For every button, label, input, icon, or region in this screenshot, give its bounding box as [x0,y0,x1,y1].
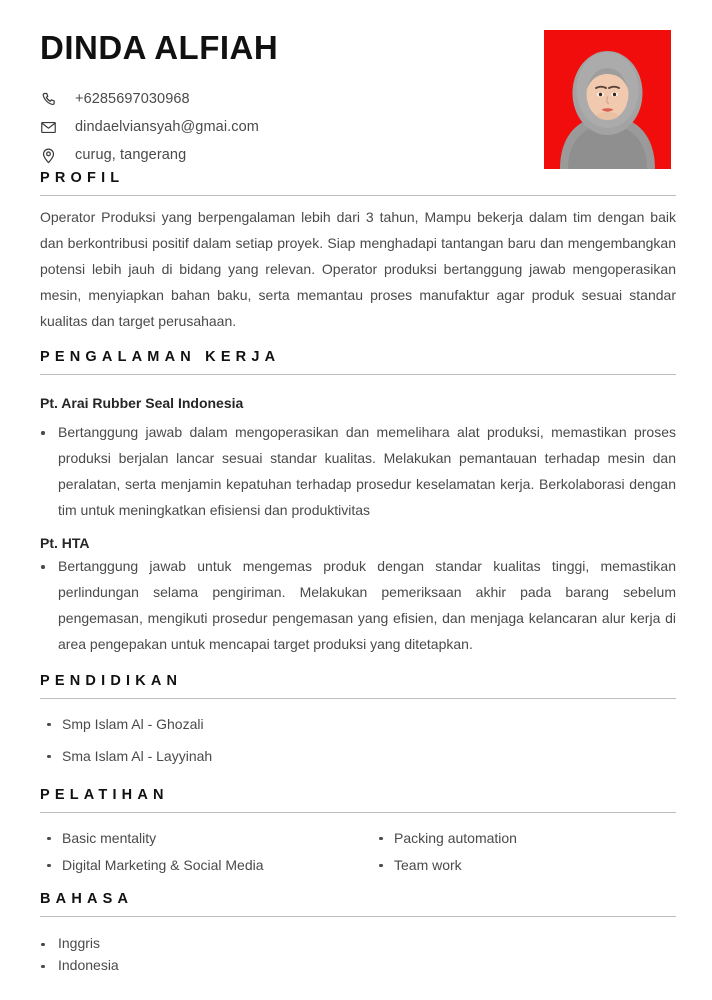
list-item: Basic mentality [46,828,358,849]
phone-icon [40,91,66,108]
resume-header [0,0,712,170]
section-pelatihan [0,787,712,882]
section-profil [0,170,712,334]
location-value: curug, tangerang [75,147,187,164]
section-divider [40,374,676,375]
envelope-icon [40,119,66,136]
location-pin-icon [40,147,66,164]
list-item: Inggris [40,932,676,954]
company-name: Pt. HTA [40,535,90,552]
list-item: Packing automation [378,828,676,849]
profile-photo [544,30,671,169]
section-divider [40,916,676,917]
email-value: dindaelviansyah@gmai.com [75,119,259,136]
list-item: Bertanggung jawab dalam mengoperasikan dan memelihara alat produksi, memastikan proses produksi berjalan lancar sesuai standar kualitas. Melakukan pemantauan terhadap mesin dan peralatan, serta menjamin kepatuhan terhadap prosedur keselamatan kerja. Berkolaborasi dengan tim untuk meningkatkan efisiensi dan produktivitas [40,420,676,524]
list-item: Team work [378,855,676,876]
section-title-pendidikan: PENDIDIKAN [40,672,183,689]
section-bahasa [0,891,712,977]
section-title-pengalaman-kerja: PENGALAMAN KERJA [40,349,281,366]
training-list-left [40,828,358,876]
candidate-name: DINDA ALFIAH [40,29,279,66]
section-title-bahasa: BAHASA [40,890,134,907]
training-list-right [372,828,676,876]
experience-bullet-list [40,420,676,524]
section-divider [40,698,676,699]
list-item: Smp Islam Al - Ghozali [46,714,676,735]
section-divider [40,812,676,813]
experience-entry [40,393,676,524]
phone-value: +6285697030968 [75,91,190,108]
section-title-profil: PROFIL [40,170,125,186]
list-item: Sma Islam Al - Layyinah [46,746,676,767]
experience-bullet-list [40,554,676,658]
training-column-left [40,828,358,882]
education-list [40,714,676,767]
section-pengalaman-kerja [0,349,712,657]
languages-list [40,932,676,977]
section-divider [40,195,676,196]
experience-entry [40,533,676,658]
profile-text: Operator Produksi yang berpengalaman lebih dari 3 tahun, Mampu bekerja dalam tim dengan baik dan berkontribusi positif dalam setiap proyek. Siap menghadapi tantangan baru dan mengembangkan potensi lebih jauh di bidang yang relevan. Operator produksi bertanggung jawab mengoperasikan mesin, menyiapkan bahan baku, serta memantau proses manufaktur agar produk sesuai standar kualitas dan target perusahaan. [40,209,676,329]
training-column-right [358,828,676,882]
section-title-pelatihan: PELATIHAN [40,786,169,803]
list-item: Digital Marketing & Social Media [46,855,358,876]
list-item: Indonesia [40,954,676,976]
training-columns [40,828,676,882]
section-pendidikan [0,673,712,767]
company-name: Pt. Arai Rubber Seal Indonesia [40,395,244,412]
list-item: Bertanggung jawab untuk mengemas produk dengan standar kualitas tinggi, memastikan perlindungan selama pengiriman. Melakukan pemeriksaan akhir pada barang sebelum pengemasan, mengikuti prosedur pengemasan yang efisien, dan menjaga kelancaran alur kerja di area pengepakan untuk mencapai target produksi yang ditetapkan. [40,554,676,658]
